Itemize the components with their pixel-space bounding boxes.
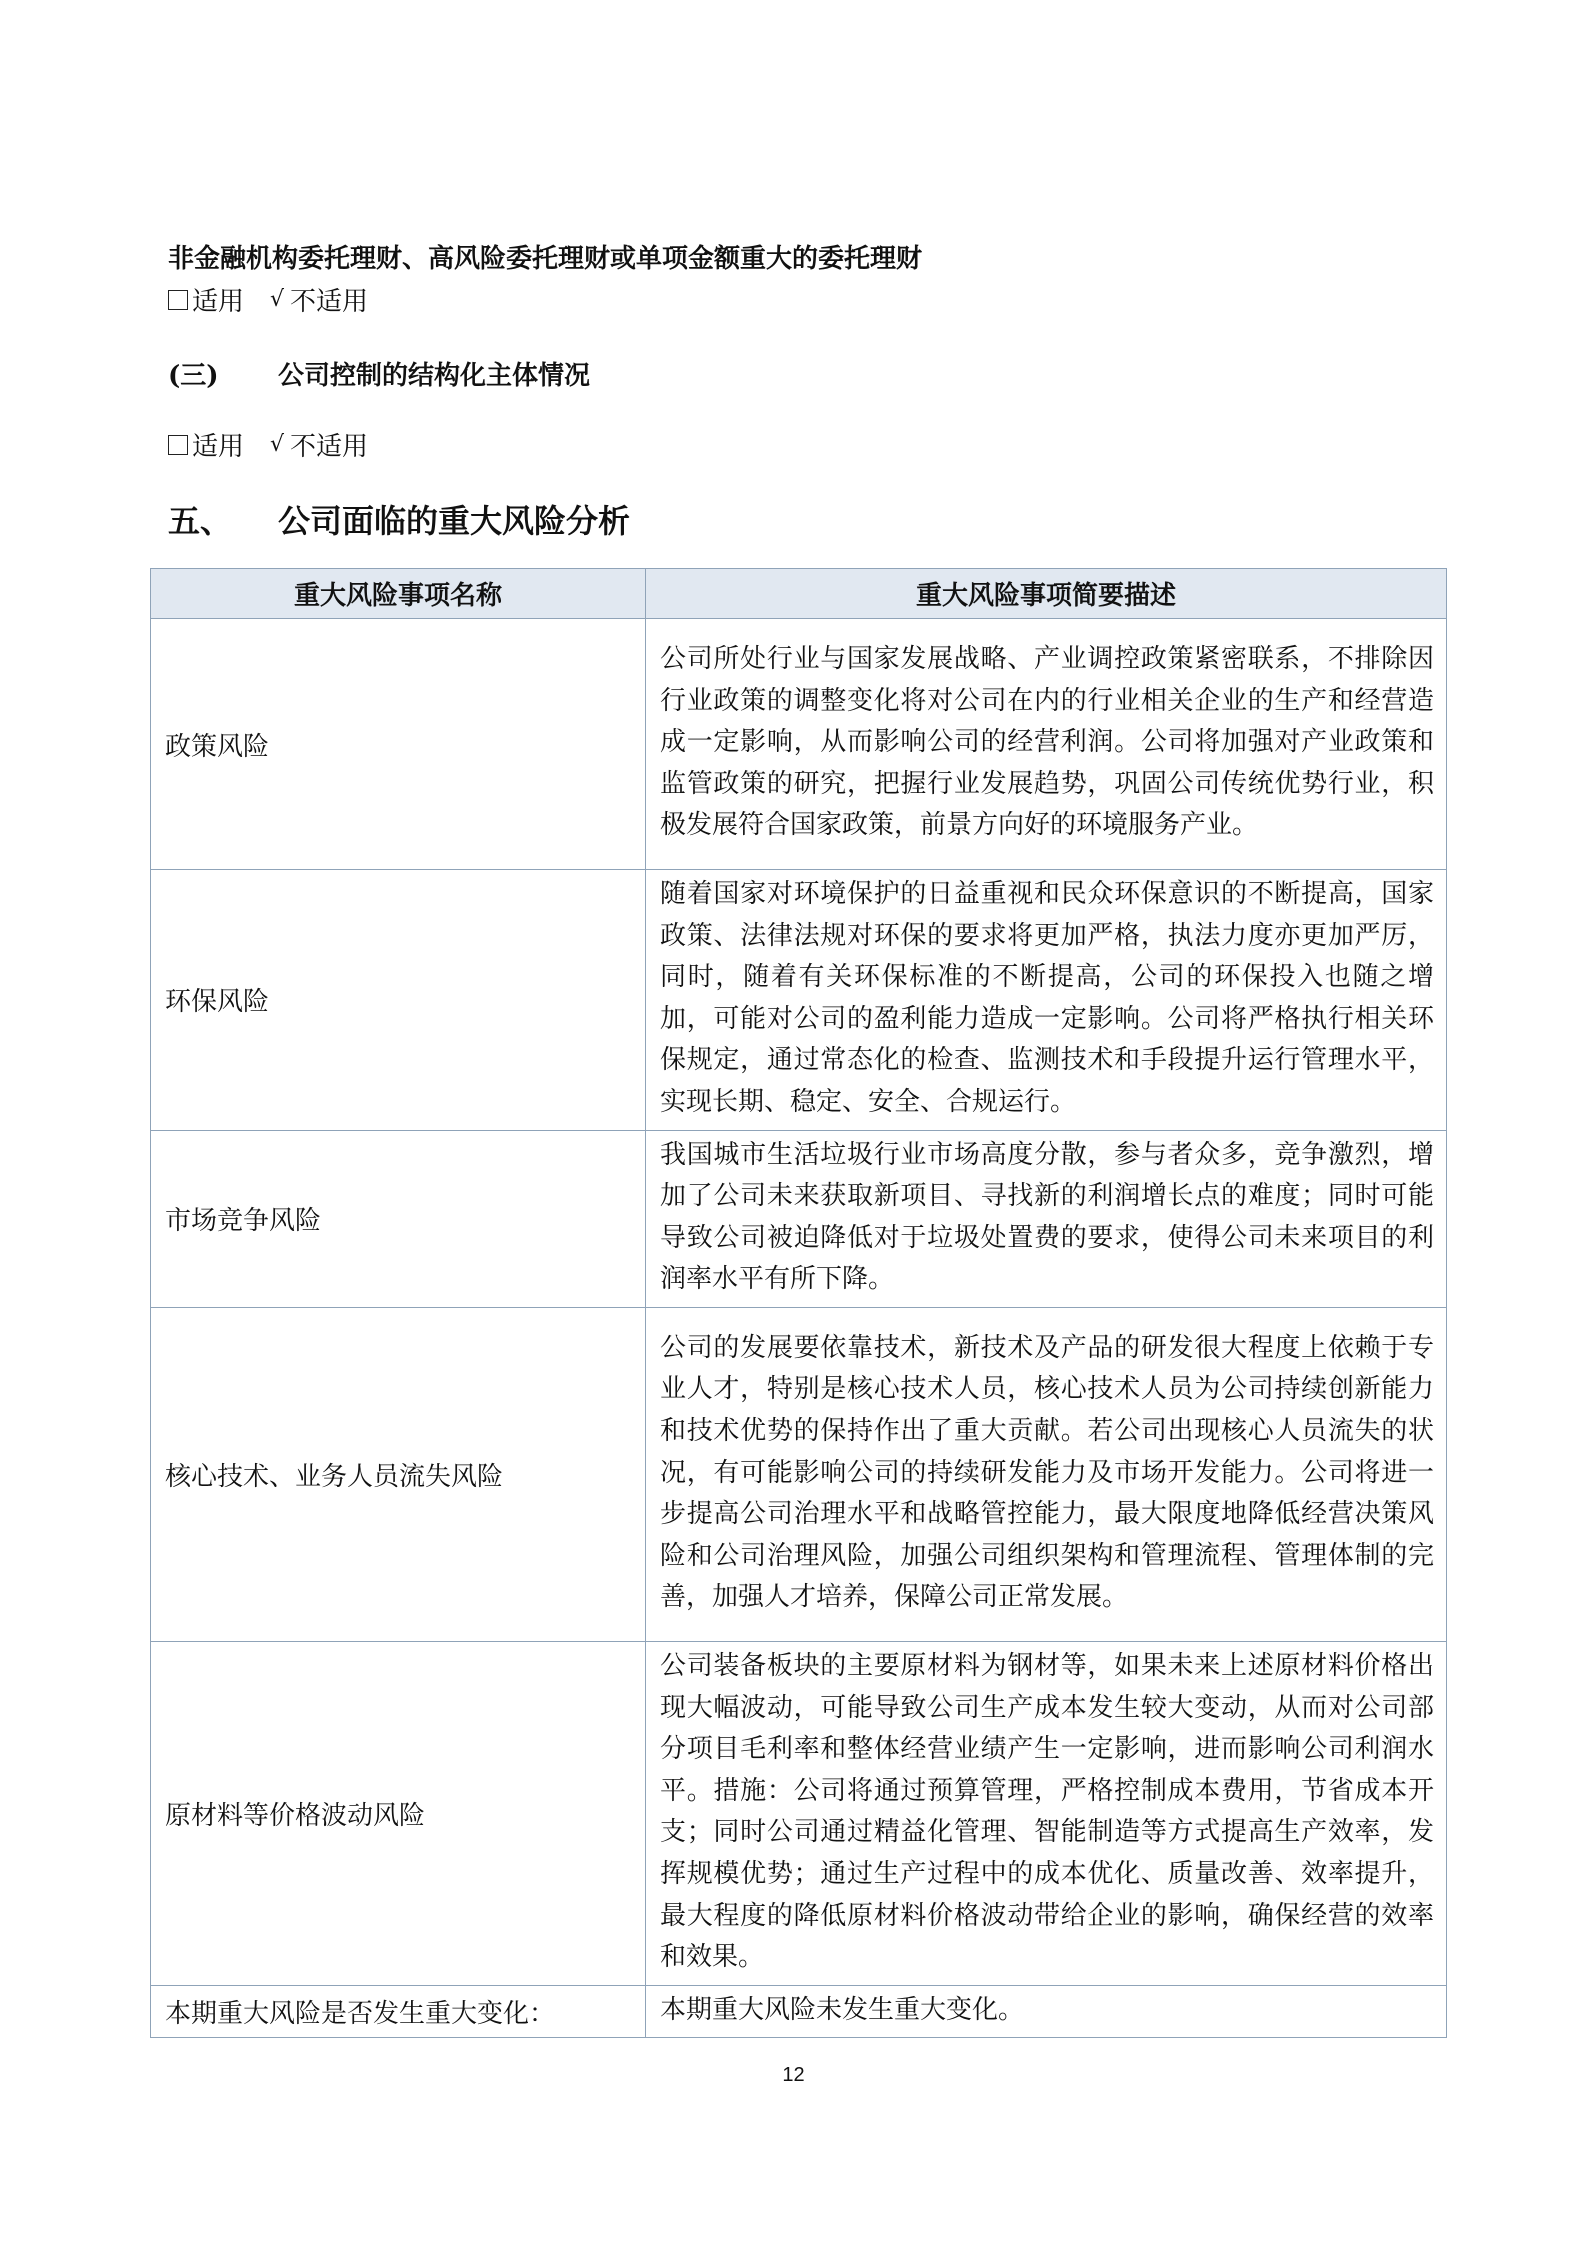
header-risk-name: 重大风险事项名称 (151, 569, 646, 619)
applicable-label: 适用 (192, 287, 245, 317)
table-row (151, 619, 1447, 870)
risk-change-question: 本期重大风险是否发生重大变化： (151, 1985, 646, 2038)
risk-name: 原材料等价格波动风险 (151, 1641, 646, 1985)
risk-desc: 我国城市生活垃圾行业市场高度分散，参与者众多，竞争激烈，增加了公司未来获取新项目、寻找新的利润增长点的难度；同时可能导致公司被迫降低对于垃圾处置费的要求，使得公司未来项目的利润率水平有所下降。 (646, 1130, 1447, 1307)
risk-desc: 随着国家对环境保护的日益重视和民众环保意识的不断提高，国家政策、法律法规对环保的要求将更加严格，执法力度亦更加严厉，同时，随着有关环保标准的不断提高，公司的环保投入也随之增加，可能对公司的盈利能力造成一定影响。公司将严格执行相关环保规定，通过常态化的检查、监测技术和手段提升运行管理水平，实现长期、稳定、安全、合规运行。 (646, 870, 1447, 1131)
table-row (151, 870, 1447, 1131)
not-applicable-label: 不适用 (290, 432, 369, 462)
nonfinancial-entrusted-wealth-heading: 非金融机构委托理财、高风险委托理财或单项金额重大的委托理财 (168, 244, 923, 274)
applicable-checkbox[interactable] (168, 290, 188, 310)
table-row (151, 1130, 1447, 1307)
applicability-options-2 (168, 426, 368, 463)
risk-desc: 公司的发展要依靠技术，新技术及产品的研发很大程度上依赖于专业人才，特别是核心技术人员，核心技术人员为公司持续创新能力和技术优势的保持作出了重大贡献。若公司出现核心人员流失的状况，有可能影响公司的持续研发能力及市场开发能力。公司将进一步提高公司治理水平和战略管控能力，最大限度地降低经营决策风险和公司治理风险，加强公司组织架构和管理流程、管理体制的完善，加强人才培养，保障公司正常发展。 (646, 1307, 1447, 1641)
table-row (151, 1307, 1447, 1641)
table-row (151, 1985, 1447, 2038)
risk-name: 市场竞争风险 (151, 1130, 646, 1307)
risk-desc: 公司所处行业与国家发展战略、产业调控政策紧密联系，不排除因行业政策的调整变化将对公司在内的行业相关企业的生产和经营造成一定影响，从而影响公司的经营利润。公司将加强对产业政策和监管政策的研究，把握行业发展趋势，巩固公司传统优势行业，积极发展符合国家政策，前景方向好的环境服务产业。 (646, 619, 1447, 870)
risk-name: 核心技术、业务人员流失风险 (151, 1307, 646, 1641)
risk-name: 环保风险 (151, 870, 646, 1131)
not-applicable-label: 不适用 (290, 287, 369, 317)
section-5-title: 公司面临的重大风险分析 (278, 502, 631, 540)
applicable-checkbox[interactable] (168, 435, 188, 455)
applicable-label: 适用 (192, 432, 245, 462)
page-number: 12 (782, 2064, 805, 2086)
risk-change-answer: 本期重大风险未发生重大变化。 (646, 1985, 1447, 2038)
subsection-3-title: 公司控制的结构化主体情况 (278, 361, 591, 391)
section-5-number: 五、 (168, 502, 233, 540)
subsection-3-heading (168, 355, 590, 392)
header-risk-desc: 重大风险事项简要描述 (646, 569, 1447, 619)
risk-desc: 公司装备板块的主要原材料为钢材等，如果未来上述原材料价格出现大幅波动，可能导致公司生产成本发生较大变动，从而对公司部分项目毛利率和整体经营业绩产生一定影响，进而影响公司利润水平。措施：公司将通过预算管理，严格控制成本费用，节省成本开支；同时公司通过精益化管理、智能制造等方式提高生产效率，发挥规模优势；通过生产过程中的成本优化、质量改善、效率提升，最大程度的降低原材料价格波动带给企业的影响，确保经营的效率和效果。 (646, 1641, 1447, 1985)
applicability-options-1 (168, 281, 368, 318)
check-mark-icon: √ (270, 432, 285, 457)
check-mark-icon: √ (270, 287, 285, 312)
risk-name: 政策风险 (151, 619, 646, 870)
section-5-heading (168, 496, 630, 542)
table-header-row (151, 569, 1447, 619)
subsection-3-number: (三) (168, 361, 219, 391)
risk-table (150, 568, 1447, 2038)
table-row (151, 1641, 1447, 1985)
